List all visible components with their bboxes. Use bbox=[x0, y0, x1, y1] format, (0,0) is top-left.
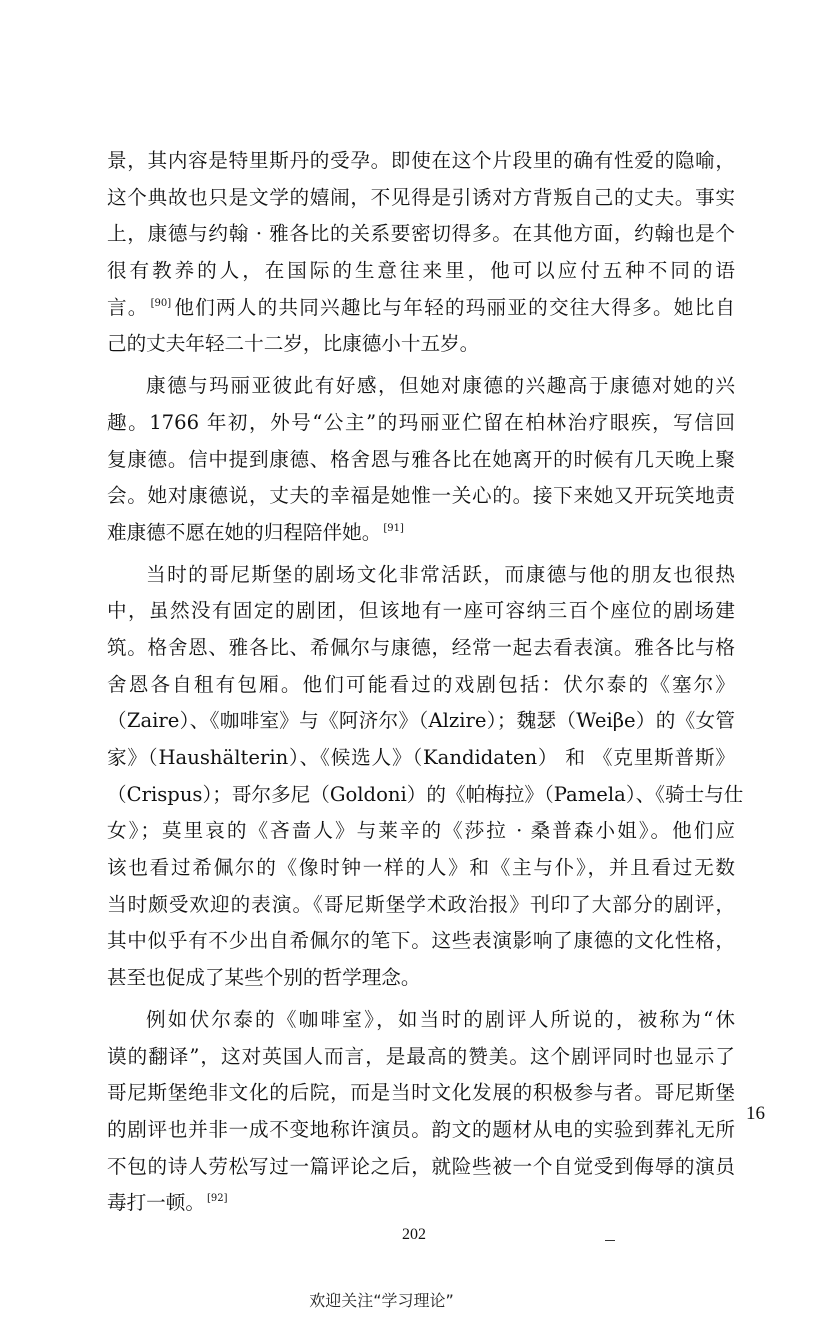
page-number: 202 bbox=[402, 1226, 426, 1243]
paragraph bbox=[107, 368, 735, 551]
text-line: 女》；莫里哀的《吝啬人》与莱辛的《莎拉 · 桑普森小姐》。他们应 bbox=[107, 819, 735, 843]
text-line: 该也看过希佩尔的《像时钟一样的人》和《主与仆》，并且看过无数 bbox=[107, 856, 735, 880]
text-line: 上，康德与约翰 · 雅各比的关系要密切得多。在其他方面，约翰也是个 bbox=[107, 222, 735, 246]
text-line: 很有教养的人，在国际的生意往来里，他可以应付五种不同的语 bbox=[107, 259, 735, 283]
text-line bbox=[107, 515, 735, 552]
text-line: 康德与玛丽亚彼此有好感，但她对康德的兴趣高于康德对她的兴 bbox=[146, 374, 735, 398]
text-line: 景，其内容是特里斯丹的受孕。即使在这个片段里的确有性爱的隐喻， bbox=[107, 149, 735, 172]
text-line: 中，虽然没有固定的剧团，但该地有一座可容纳三百个座位的剧场建 bbox=[107, 599, 735, 623]
text-line: 不包的诗人劳松写过一篇评论之后，就险些被一个自觉受到侮辱的演员 bbox=[107, 1154, 735, 1178]
text-line bbox=[107, 290, 735, 327]
text-line bbox=[107, 1185, 735, 1222]
paragraph bbox=[107, 557, 744, 997]
text-line: 这个典故也只是文学的嬉闹，不见得是引诱对方背叛自己的丈夫。事实 bbox=[107, 185, 735, 209]
text-fragment: 言。 bbox=[107, 295, 149, 319]
page-body bbox=[107, 143, 744, 1222]
text-line: 当时颇受欢迎的表演。《哥尼斯堡学术政治报》刊印了大部分的剧评， bbox=[107, 892, 735, 916]
text-line: 谟的翻译”，这对英国人而言，是最高的赞美。这个剧评同时也显示了 bbox=[107, 1044, 735, 1068]
text-line: 复康德。信中提到康德、格舍恩与雅各比在她离开的时候有几天晚上聚 bbox=[107, 447, 735, 471]
footnote-ref: [91] bbox=[383, 522, 404, 534]
text-line: 己的丈夫年轻二十二岁，比康德小十五岁。 bbox=[107, 332, 480, 356]
text-line: 例如伏尔泰的《咖啡室》，如当时的剧评人所说的，被称为“休 bbox=[146, 1007, 735, 1031]
text-line: 趣。1766 年初，外号“公主”的玛丽亚伫留在柏林治疗眼疾，写信回 bbox=[107, 410, 735, 434]
text-line: 哥尼斯堡绝非文化的后院，而是当时文化发展的积极参与者。哥尼斯堡 bbox=[107, 1081, 735, 1105]
text-line: 舍恩各自租有包厢。他们可能看过的戏剧包括：伏尔泰的《塞尔》 bbox=[107, 672, 735, 696]
dash-mark bbox=[605, 1240, 615, 1241]
paragraph bbox=[107, 143, 735, 363]
text-line: 筑。格舍恩、雅各比、希佩尔与康德，经常一起去看表演。雅各比与格 bbox=[107, 635, 735, 659]
text-line: 其中似乎有不少出自希佩尔的笔下。这些表演影响了康德的文化性格， bbox=[107, 929, 735, 953]
footnote-ref: [92] bbox=[206, 1193, 228, 1205]
footer-text: 欢迎关注“学习理论” bbox=[309, 1291, 454, 1310]
text-line: 会。她对康德说，丈夫的幸福是她惟一关心的。接下来她又开玩笑地责 bbox=[107, 484, 735, 508]
text-line: 家》（Haushälterin）、《候选人》（Kandidaten） 和 《克里斯普斯》 bbox=[107, 746, 735, 769]
margin-mark: 16 bbox=[746, 1103, 765, 1124]
text-fragment: 难康德不愿在她的归程陪伴她。 bbox=[107, 520, 382, 544]
paragraph bbox=[107, 1002, 735, 1222]
text-fragment: 他们两人的共同兴趣比与年轻的玛丽亚的交往大得多。她比自 bbox=[173, 295, 736, 319]
text-line: 当时的哥尼斯堡的剧场文化非常活跃，而康德与他的朋友也很热 bbox=[146, 562, 735, 586]
footnote-ref: [90] bbox=[150, 297, 172, 309]
text-line: 的剧评也并非一成不变地称许演员。韵文的题材从电的实验到葬礼无所 bbox=[107, 1117, 735, 1141]
text-line: 甚至也促成了某些个别的哲学理念。 bbox=[107, 966, 421, 990]
text-fragment: 毒打一顿。 bbox=[107, 1191, 205, 1215]
text-line: （Crispus）；哥尔多尼（Goldoni）的《帕梅拉》（Pamela）、《骑士与仕 bbox=[107, 782, 744, 806]
text-line: （Zaire）、《咖啡室》与《阿济尔》（Alzire）；魏瑟（Weiβe）的《女管 bbox=[107, 709, 735, 733]
